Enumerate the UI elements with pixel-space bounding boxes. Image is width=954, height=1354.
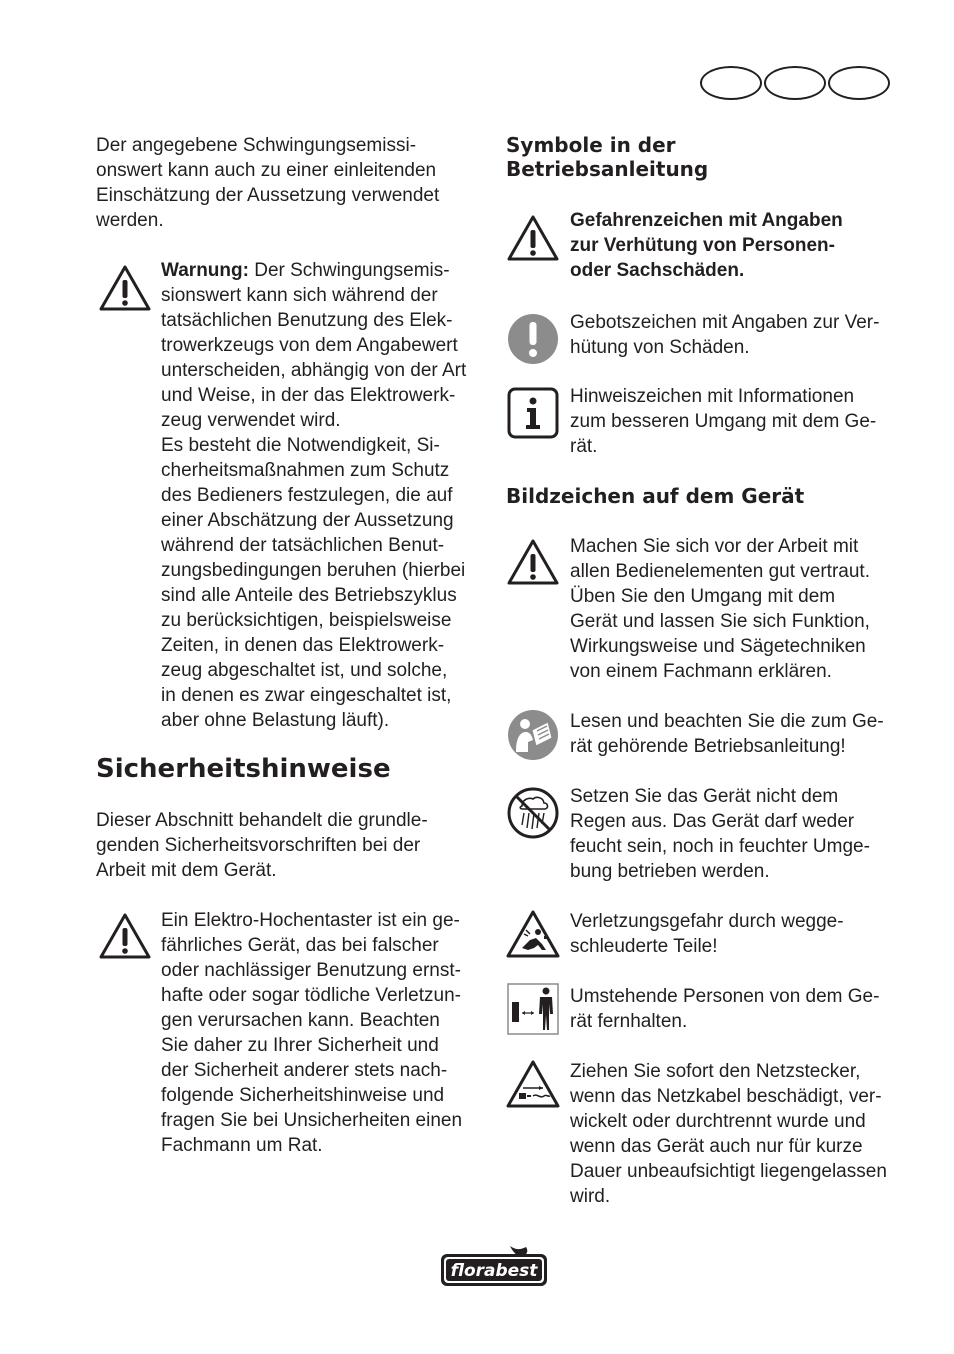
keep-distance-text: Umstehende Personen von dem Ge- rät fernhalten.	[570, 986, 880, 1032]
unplug-warning-icon	[506, 1058, 560, 1112]
language-oval-1	[700, 66, 762, 100]
flying-debris-icon	[506, 908, 560, 962]
unplug-text: Ziehen Sie sofort den Netzstecker, wenn das Netzkabel beschädigt, ver- wickelt oder durchtrennt wurde und wenn das Gerät auch nur für kurze Dauer unbeaufsichtigt liegengelassen wird.	[570, 1061, 887, 1207]
warning-triangle-icon	[98, 910, 152, 964]
info-icon	[506, 386, 560, 440]
safety-section-intro: Dieser Abschnitt behandelt die grundle- genden Sicherheitsvorschriften bei der Arbeit mit dem Gerät.	[96, 810, 428, 881]
warning-text: Der Schwingungsemis- sionswert kann sich während der tatsächlichen Benutzung des Elek- trowerkzeugs von dem Angabewert unterscheiden, abhängig von der Art und Weise, in der das Elektrowerk- zeug verwendet wird. Es besteht die Notwendigkeit, Si- cherheitsmaßnahmen zum Schutz des Bedieners festzulegen, die auf einer Abschätzung der Aussetzung während der tatsächlichen Benut- zungsbedingungen beruhen (hierbei sind alle Anteile des Betriebszyklus zu berücksichtigen, beispielsweise Zeiten, in denen das Elektrowerk- zeug abgeschaltet ist, und solche, in denen es zwar eingeschaltet ist, aber ohne Belastung läuft).	[161, 260, 467, 731]
section-title-safety: Sicherheitshinweise	[96, 754, 391, 784]
danger-sign-text: Gefahrenzeichen mit Angaben zur Verhütung von Personen- oder Sachschäden.	[570, 210, 843, 281]
mandatory-sign-text: Gebotszeichen mit Angaben zur Ver- hütung von Schäden.	[570, 312, 880, 358]
language-ovals	[700, 66, 890, 100]
vibration-intro: Der angegebene Schwingungsemissi- onswert kann auch zu einer einleitenden Einschätzung der Aussetzung verwendet werden.	[96, 135, 440, 231]
svg-text:florabest: florabest	[450, 1261, 538, 1281]
language-oval-2	[764, 66, 826, 100]
warning-paragraph	[161, 258, 491, 733]
warning-triangle-icon	[98, 262, 152, 316]
florabest-logo	[438, 1244, 550, 1290]
read-manual-text: Lesen und beachten Sie die zum Ge- rät gehörende Betriebsanleitung!	[570, 711, 884, 757]
no-rain-text: Setzen Sie das Gerät nicht dem Regen aus. Das Gerät darf weder feucht sein, noch in feuchter Umge- bung betrieben werden.	[570, 786, 870, 882]
language-oval-3	[828, 66, 890, 100]
keep-distance-icon	[506, 982, 560, 1036]
warning-triangle-icon	[506, 536, 560, 590]
symbols-heading: Symbole in der Betriebsanleitung	[506, 133, 709, 181]
device-symbols-heading: Bildzeichen auf dem Gerät	[506, 484, 805, 508]
mandatory-exclamation-icon	[506, 312, 560, 366]
flying-debris-text: Verletzungsgefahr durch wegge- schleuderte Teile!	[570, 911, 844, 957]
read-manual-icon	[506, 708, 560, 762]
warning-label: Warnung:	[161, 260, 249, 281]
familiarize-text: Machen Sie sich vor der Arbeit mit allen Bedienelementen gut vertraut. Üben Sie den Umgang mit dem Gerät und lassen Sie sich Funktion, Wirkungsweise und Sägetechniken von einem Fachmann erklären.	[570, 536, 870, 682]
warning-triangle-icon	[506, 212, 560, 266]
info-sign-text: Hinweiszeichen mit Informationen zum besseren Umgang mit dem Ge- rät.	[570, 386, 877, 457]
safety-paragraph: Ein Elektro-Hochentaster ist ein ge- fährliches Gerät, das bei falscher oder nachlässiger Benutzung ernst- hafte oder sogar tödliche Verletzun- gen verursachen kann. Beachten Sie daher zu Ihrer Sicherheit und der Sicherheit anderer stets nach- folgende Sicherheitshinweise und fragen Sie bei Unsicherheiten einen Fachmann um Rat.	[161, 910, 463, 1156]
no-rain-icon	[506, 786, 560, 840]
